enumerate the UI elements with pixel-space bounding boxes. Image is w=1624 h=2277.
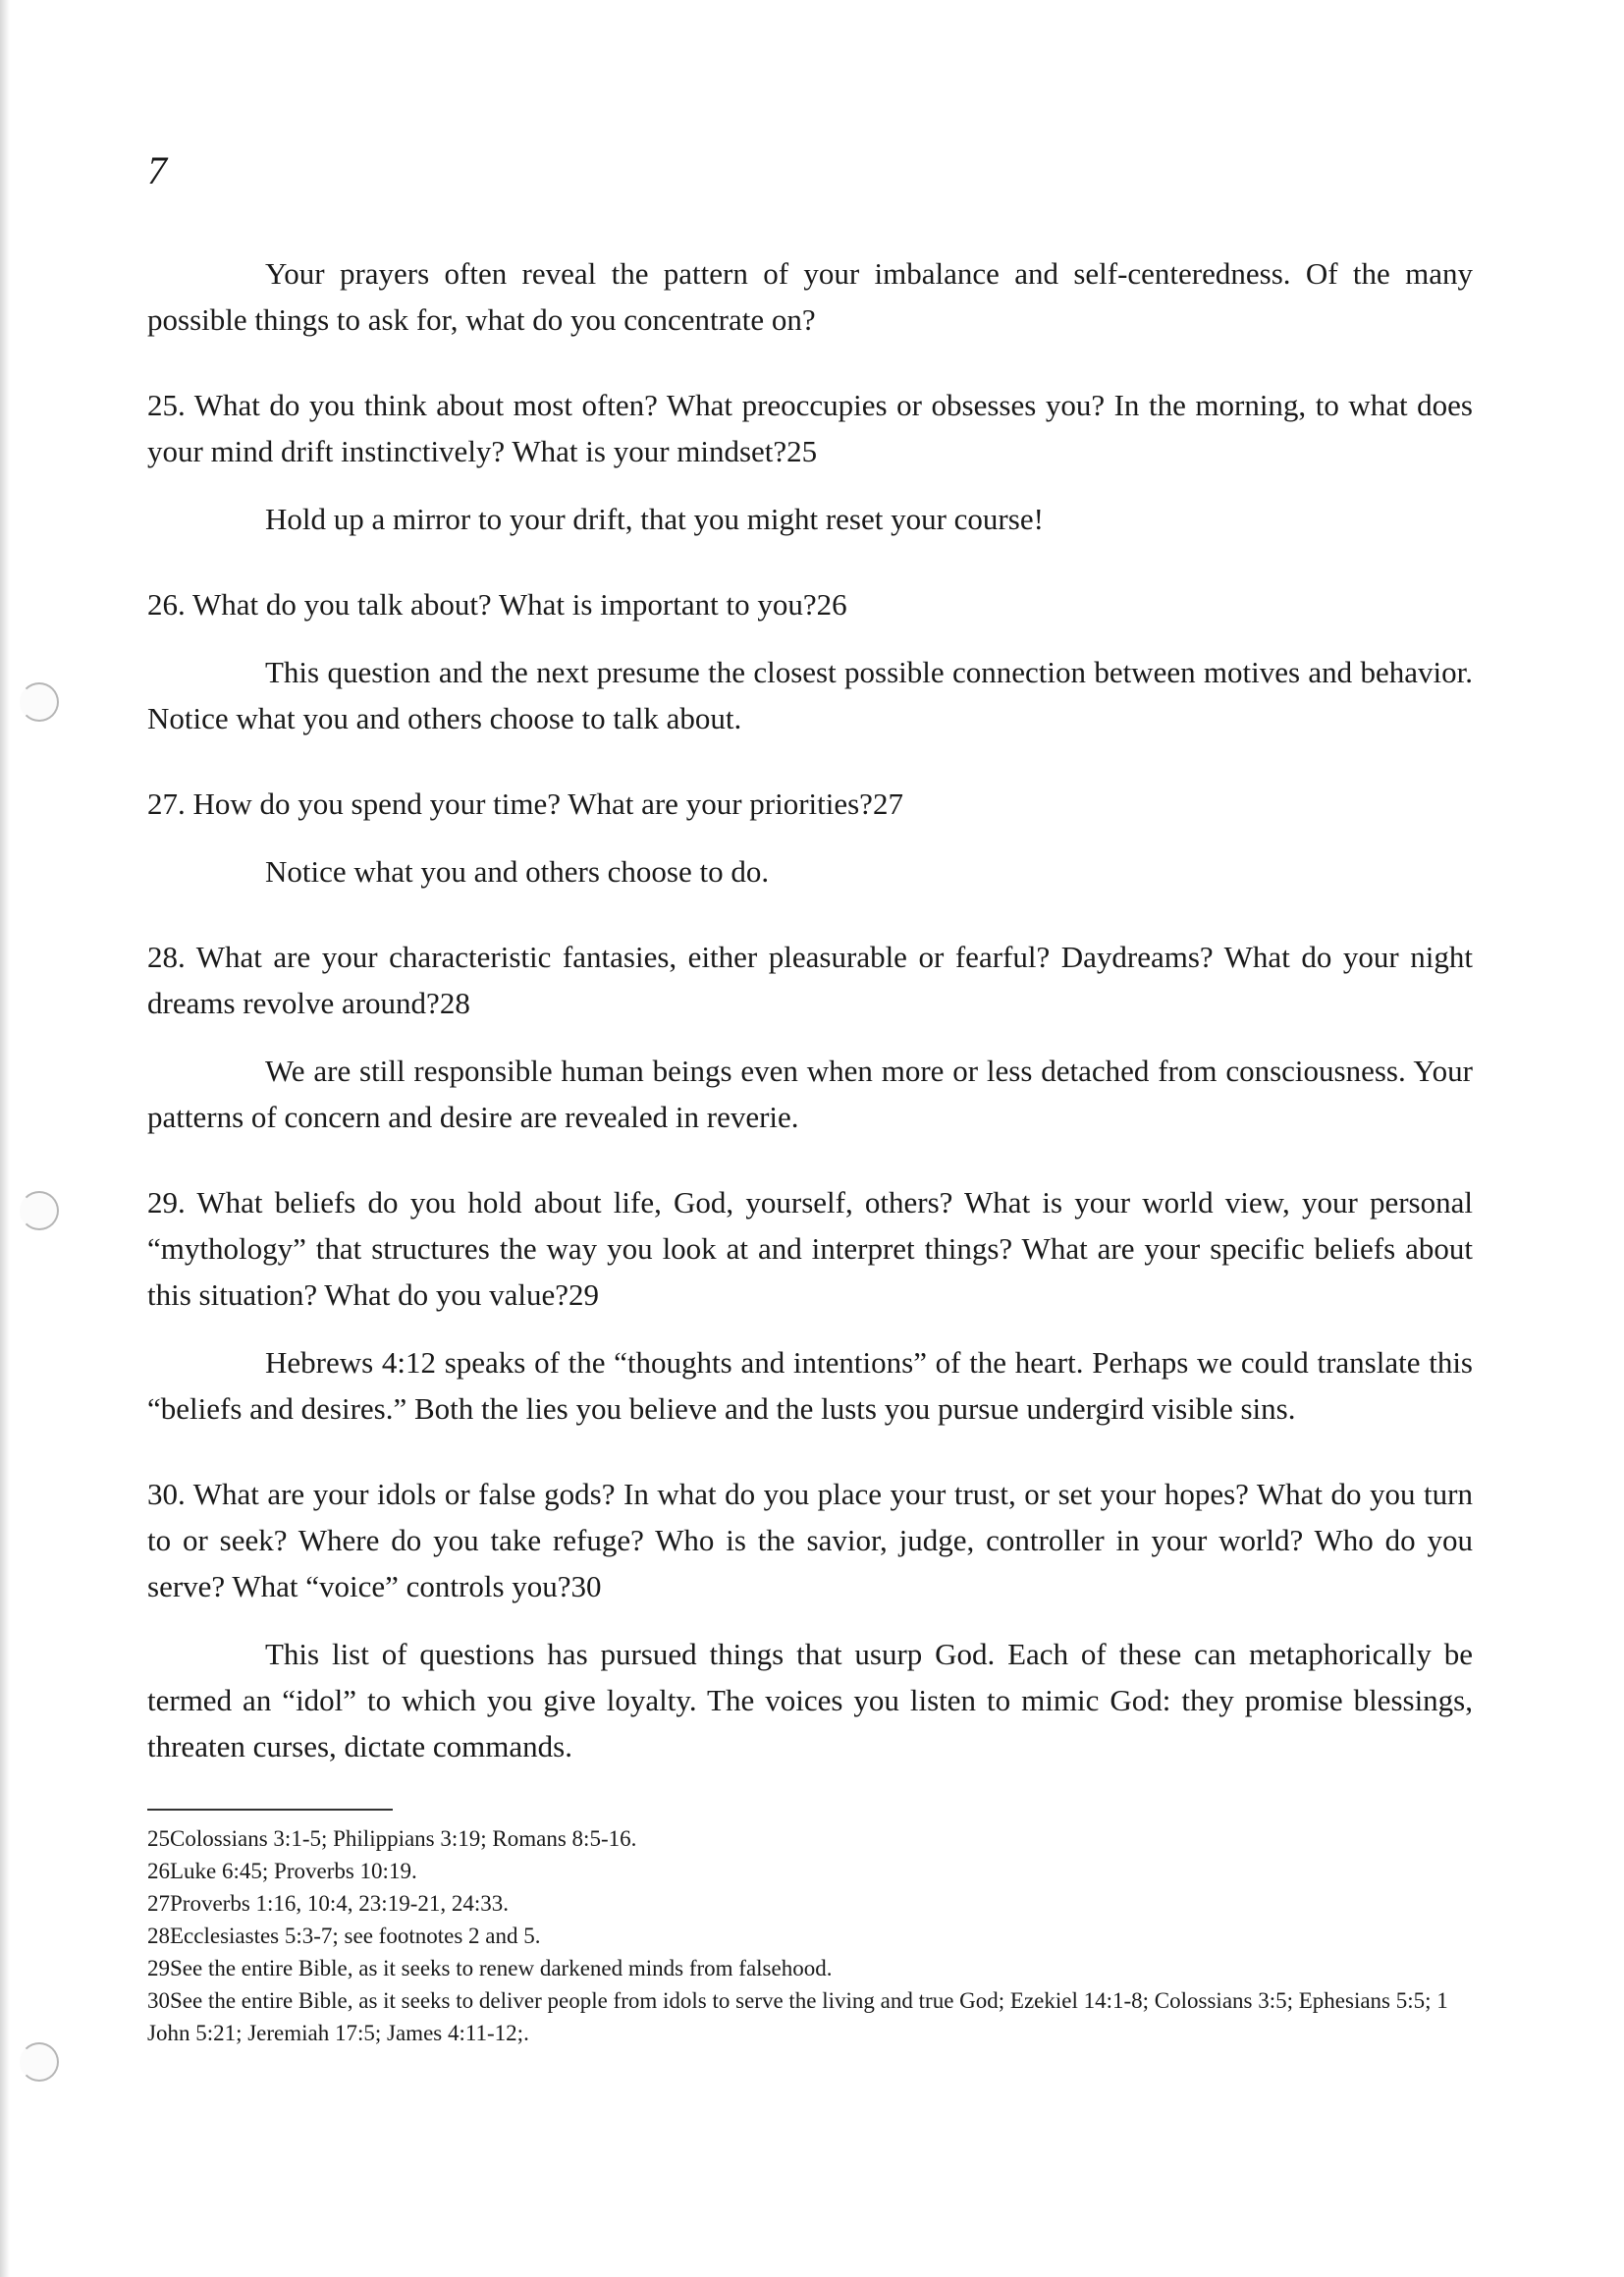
body-paragraph: Your prayers often reveal the pattern of your imbalance and self-centeredness. Of the many possible things to ask for, what do you concentrate on? [147,256,1473,337]
body-paragraph: Hebrews 4:12 speaks of the “thoughts and intentions” of the heart. Perhaps we could translate this “beliefs and desires.” Both the lies you believe and the lusts you pursue undergird visible sins. [147,1345,1473,1426]
footnote-divider [147,1809,393,1811]
footnote: 27Proverbs 1:16, 10:4, 23:19-21, 24:33. [147,1891,509,1916]
paragraph-list [147,250,1473,1769]
page-number: 7 [147,148,167,192]
footnote: 26Luke 6:45; Proverbs 10:19. [147,1859,417,1883]
footnote: 28Ecclesiastes 5:3-7; see footnotes 2 and 5. [147,1924,541,1948]
body-paragraph: This question and the next presume the closest possible connection between motives and behavior. Notice what you and others choose to talk about. [147,655,1473,735]
footnote: 30See the entire Bible, as it seeks to deliver people from idols to serve the living and true God; Ezekiel 14:1-8; Colossians 3:5; Ephesians 5:5; 1 John 5:21; Jeremiah 17:5; James 4:11-12;. [147,1988,1448,2045]
body-paragraph: Notice what you and others choose to do. [265,854,770,889]
question-paragraph: 29. What beliefs do you hold about life, God, yourself, others? What is your world view, your personal “mythology” that structures the way you look at and interpret things? What are your specific beliefs about this situation? What do you value?29 [147,1185,1473,1312]
punch-hole-bottom [20,2042,59,2082]
scan-edge-shadow [0,0,10,2277]
body-paragraph: We are still responsible human beings even when more or less detached from consciousness. Your patterns of concern and desire are revealed in reverie. [147,1054,1473,1134]
page-body [147,250,1473,2049]
body-paragraph: This list of questions has pursued things that usurp God. Each of these can metaphorically be termed an “idol” to which you give loyalty. The voices you listen to mimic God: they promise blessings, threaten curses, dictate commands. [147,1637,1473,1763]
question-paragraph: 25. What do you think about most often? What preoccupies or obsesses you? In the morning, to what does your mind drift instinctively? What is your mindset?25 [147,388,1473,468]
punch-hole-top [20,682,59,722]
body-paragraph: Hold up a mirror to your drift, that you might reset your course! [265,502,1044,536]
question-paragraph: 28. What are your characteristic fantasies, either pleasurable or fearful? Daydreams? What do your night dreams revolve around?28 [147,940,1473,1020]
question-paragraph: 30. What are your idols or false gods? In what do you place your trust, or set your hopes? What do you turn to or seek? Where do you take refuge? Who is the savior, judge, controller in your world? Who do you serve? What “voice” controls you?30 [147,1477,1473,1603]
question-paragraph: 26. What do you talk about? What is important to you?26 [147,587,847,622]
punch-hole-middle [20,1191,59,1230]
footnote: 29See the entire Bible, as it seeks to renew darkened minds from falsehood. [147,1956,833,1980]
footnote: 25Colossians 3:1-5; Philippians 3:19; Romans 8:5-16. [147,1826,637,1851]
footnote-list [147,1822,1473,2049]
question-paragraph: 27. How do you spend your time? What are your priorities?27 [147,786,903,821]
